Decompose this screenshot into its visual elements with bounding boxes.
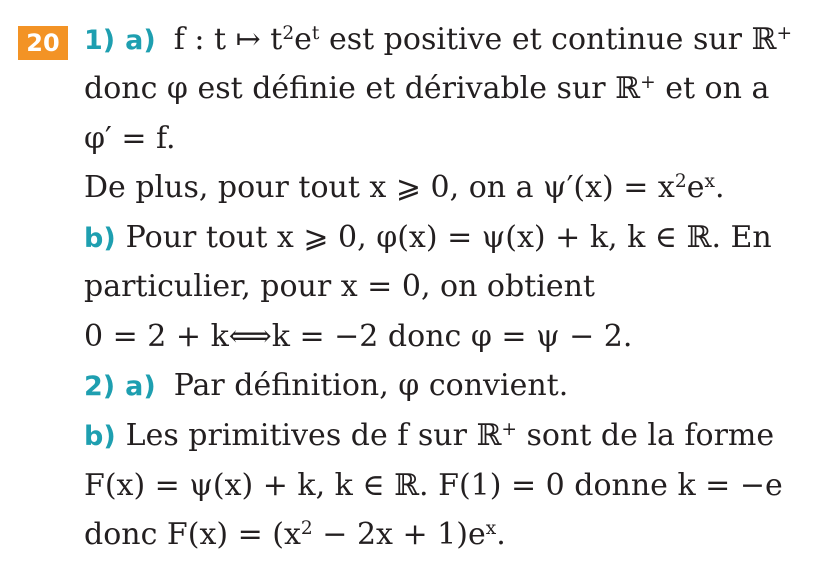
line-1-exp-t: t [311, 22, 320, 44]
line-7-text: 0 = 2 + k⟺k = −2 donc φ = ψ − 2. [84, 319, 633, 354]
line-11-text: donc F(x) = (x [84, 517, 301, 552]
line-6-text: particulier, pour x = 0, on obtient [84, 269, 595, 304]
line-2-exp: + [640, 71, 656, 93]
line-2-text: donc φ est définie et dérivable sur ℝ [84, 71, 641, 106]
line-9 [84, 416, 774, 456]
line-1-math: f : t ↦ t [173, 22, 283, 57]
line-8-text: Par définition, φ convient. [173, 368, 569, 403]
line-2 [84, 69, 769, 109]
line-4-exp: 2 [674, 170, 687, 192]
line-10-text: F(x) = ψ(x) + k, k ∈ ℝ. F(1) = 0 donne k = −e [84, 468, 783, 503]
line-9-text: Les primitives de f sur ℝ [125, 418, 502, 453]
line-3-text: φ′ = f. [84, 121, 176, 156]
line-10 [84, 466, 783, 506]
line-3 [84, 119, 176, 159]
line-4-end: . [714, 170, 725, 205]
line-6 [84, 267, 595, 307]
line-1-exp-plus: + [776, 22, 793, 44]
line-9-text-end: sont de la forme [517, 418, 775, 453]
line-11-exp2: x [485, 517, 497, 539]
line-4-exp2: x [704, 170, 715, 192]
line-11-end: . [496, 517, 506, 552]
line-9-exp: + [501, 418, 517, 440]
part-label-2: 2) [84, 371, 116, 402]
line-4-mid: e [686, 170, 705, 205]
line-7 [84, 317, 632, 357]
sub-label-1a: a) [125, 25, 156, 56]
line-4-text: De plus, pour tout x ⩾ 0, on a ψ′(x) = x [84, 170, 675, 205]
line-11-exp: 2 [300, 517, 313, 539]
line-1 [84, 20, 792, 60]
line-1-text: est positive et continue sur ℝ [319, 22, 777, 57]
line-4 [84, 168, 725, 208]
line-11-mid: − 2x + 1)e [312, 517, 486, 552]
exercise-number-badge: 20 [18, 26, 68, 60]
line-5 [84, 218, 772, 258]
line-8 [84, 366, 568, 406]
part-label-1: 1) [84, 25, 116, 56]
line-5-text: Pour tout x ⩾ 0, φ(x) = ψ(x) + k, k ∈ ℝ. En [125, 220, 772, 255]
line-1-exp-2: 2 [282, 22, 295, 44]
sub-label-1b: b) [84, 223, 116, 254]
sub-label-2b: b) [84, 421, 116, 452]
sub-label-2a: a) [125, 371, 156, 402]
line-2-text-end: et on a [655, 71, 770, 106]
line-1-e: e [294, 22, 312, 57]
line-11 [84, 515, 506, 555]
